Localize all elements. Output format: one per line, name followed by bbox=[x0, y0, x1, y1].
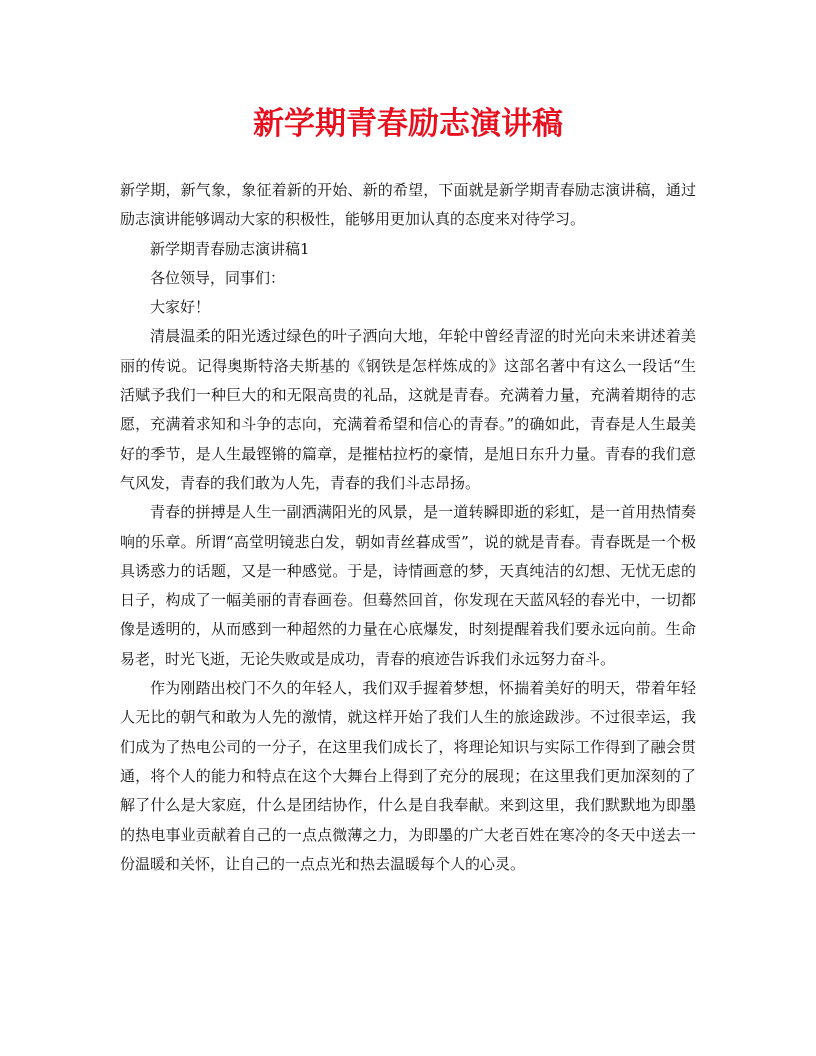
salutation: 各位领导，同事们： bbox=[150, 268, 286, 287]
intro-paragraph: 新学期，新气象，象征着新的开始、新的希望，下面就是新学期青春励志演讲稿，通过励志演讲能够调动大家的积极性，能够用更加认真的态度来对待学习。 bbox=[120, 181, 696, 229]
body-paragraph: 青春的拼搏是人生一副洒满阳光的风景，是一道转瞬即逝的彩虹，是一首用热情奏响的乐章。所谓“高堂明镜悲白发，朝如青丝暮成雪”，说的就是青春。青春既是一个极具诱惑力的话题，又是一种感觉。于是，诗情画意的梦，天真纯洁的幻想、无忧无虑的日子，构成了一幅美丽的青春画卷。但蓦然回首，你发现在天蓝风轻的春光中，一切都像是透明的，从而感到一种超然的力量在心底爆发，时刻提醒着我们要永远向前。生命易老，时光飞逝，无论失败或是成功，青春的痕迹告诉我们永远努力奋斗。 bbox=[120, 503, 696, 668]
body-paragraph: 作为刚踏出校门不久的年轻人，我们双手握着梦想，怀揣着美好的明天，带着年轻人无比的朝气和敢为人先的激情，就这样开始了我们人生的旅途跋涉。不过很幸运，我们成为了热电公司的一分子，在这里我们成长了，将理论知识与实际工作得到了融会贯通，将个人的能力和特点在这个大舞台上得到了充分的展现；在这里我们更加深刻的了解了什么是大家庭，什么是团结协作，什么是自我奉献。来到这里，我们默默地为即墨的热电事业贡献着自己的一点点微薄之力，为即墨的广大老百姓在寒冷的冬天中送去一份温暖和关怀，让自己的一点点光和热去温暖每个人的心灵。 bbox=[120, 679, 696, 873]
document-body bbox=[120, 176, 696, 879]
section-heading: 新学期青春励志演讲稿1 bbox=[150, 239, 310, 258]
greeting: 大家好！ bbox=[150, 298, 211, 317]
body-paragraph: 清晨温柔的阳光透过绿色的叶子洒向大地，年轮中曾经青涩的时光向未来讲述着美丽的传说。记得奥斯特洛夫斯基的《钢铁是怎样炼成的》这部名著中有这么一段话“生活赋予我们一种巨大的和无限高贵的礼品，这就是青春。充满着力量，充满着期待的志愿，充满着求知和斗争的志向，充满着希望和信心的青春。”的确如此，青春是人生最美好的季节，是人生最铿锵的篇章，是摧枯拉朽的豪情，是旭日东升力量。青春的我们意气风发，青春的我们敢为人先，青春的我们斗志昂扬。 bbox=[120, 327, 696, 492]
document-title: 新学期青春励志演讲稿 bbox=[253, 106, 563, 142]
